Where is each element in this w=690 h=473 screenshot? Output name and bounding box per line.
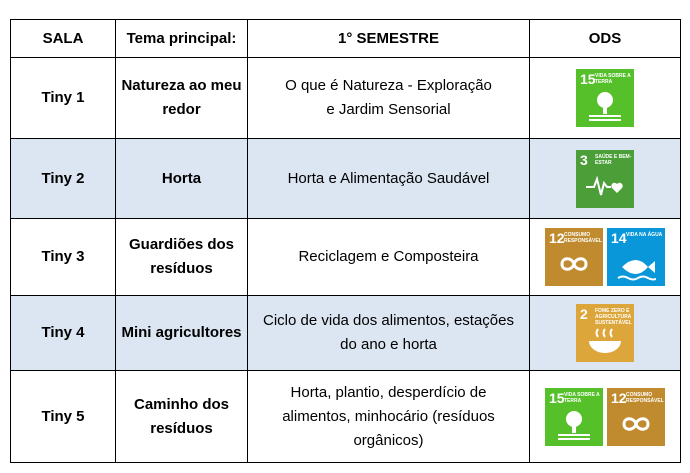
fish-icon <box>616 247 656 281</box>
ods-cell <box>530 219 681 296</box>
heartbeat-icon <box>585 169 625 203</box>
tema-line: Horta <box>161 169 202 187</box>
ods-cell <box>530 296 681 371</box>
tema-line: Guardiões dos <box>128 236 235 253</box>
ods-tiles <box>534 388 676 446</box>
tema-line: Natureza ao meu <box>121 77 242 94</box>
sala-cell: Tiny 3 <box>11 219 116 296</box>
table-row <box>11 219 681 296</box>
ods-tiles <box>534 304 676 362</box>
semestre-line: do ano e horta <box>340 336 437 353</box>
ods-tiles <box>534 69 676 127</box>
table-row <box>11 296 681 371</box>
infinity-icon <box>554 247 594 281</box>
tema-line: redor <box>162 101 201 118</box>
semestre-cell <box>248 296 530 371</box>
tree-icon <box>554 407 594 441</box>
semestre-line: O que é Natureza - Exploração <box>285 77 492 94</box>
ods-number: 12 <box>549 230 565 246</box>
ods-label: VIDA NA ÁGUA <box>626 232 663 238</box>
tema-line: Mini agricultores <box>121 324 242 341</box>
tema-cell <box>116 371 248 463</box>
tema-cell <box>116 139 248 219</box>
ods-label: CONSUMO RESPONSÁVEL <box>564 232 602 244</box>
ods-number: 15 <box>580 71 596 87</box>
tema-line: resíduos <box>150 419 213 437</box>
ods-15-tile <box>576 69 634 127</box>
header-tema: Tema principal: <box>116 20 248 58</box>
semestre-cell <box>248 371 530 463</box>
semestre-cell <box>248 219 530 296</box>
ods-label: VIDA SOBRE A TERRA <box>595 73 631 85</box>
table-row <box>11 139 681 219</box>
table-body <box>11 58 681 463</box>
ods-15-tile <box>545 388 603 446</box>
semestre-line: alimentos, minhocário (resíduos <box>282 407 495 425</box>
tema-line: resíduos <box>150 260 213 277</box>
infinity-icon <box>616 407 656 441</box>
header-semestre: 1° SEMESTRE <box>248 20 530 58</box>
ods-table <box>10 19 681 463</box>
sala-cell: Tiny 4 <box>11 296 116 371</box>
semestre-line: orgânicos) <box>353 431 424 449</box>
ods-cell <box>530 139 681 219</box>
semestre-line: Reciclagem e Composteira <box>298 248 479 265</box>
tema-cell <box>116 219 248 296</box>
ods-cell <box>530 371 681 463</box>
ods-3-tile <box>576 150 634 208</box>
header-ods: ODS <box>530 20 681 58</box>
ods-2-tile <box>576 304 634 362</box>
table-row <box>11 371 681 463</box>
sala-cell: Tiny 1 <box>11 58 116 139</box>
ods-14-tile <box>607 228 665 286</box>
header-sala: SALA <box>11 20 116 58</box>
ods-tiles <box>534 228 676 286</box>
tree-icon <box>585 88 625 122</box>
ods-number: 2 <box>580 306 588 322</box>
ods-number: 14 <box>611 230 627 246</box>
semestre-line: Ciclo de vida dos alimentos, estações <box>263 312 514 329</box>
sala-cell: Tiny 2 <box>11 139 116 219</box>
ods-number: 15 <box>549 389 565 406</box>
ods-label: SAÚDE E BEM-ESTAR <box>595 153 632 166</box>
table-row <box>11 58 681 139</box>
header-row <box>11 20 681 58</box>
tema-line: Caminho dos <box>133 395 229 413</box>
ods-number: 12 <box>611 389 627 406</box>
bowl-icon <box>585 323 625 357</box>
ods-12-tile <box>545 228 603 286</box>
semestre-cell <box>248 139 530 219</box>
ods-label: VIDA SOBRE A TERRA <box>564 391 600 404</box>
ods-12-tile <box>607 388 665 446</box>
tema-cell <box>116 58 248 139</box>
tema-cell <box>116 296 248 371</box>
ods-tiles <box>534 150 676 208</box>
ods-label: CONSUMO RESPONSÁVEL <box>626 391 664 404</box>
semestre-line: Horta e Alimentação Saudável <box>287 169 490 187</box>
sala-cell: Tiny 5 <box>11 371 116 463</box>
semestre-cell <box>248 58 530 139</box>
ods-cell <box>530 58 681 139</box>
ods-number: 3 <box>580 151 588 168</box>
ods-label: FOME ZERO E AGRICULTURA SUSTENTÁVEL <box>595 308 632 326</box>
semestre-line: Horta, plantio, desperdício de <box>290 383 487 401</box>
semestre-line: e Jardim Sensorial <box>326 101 451 118</box>
